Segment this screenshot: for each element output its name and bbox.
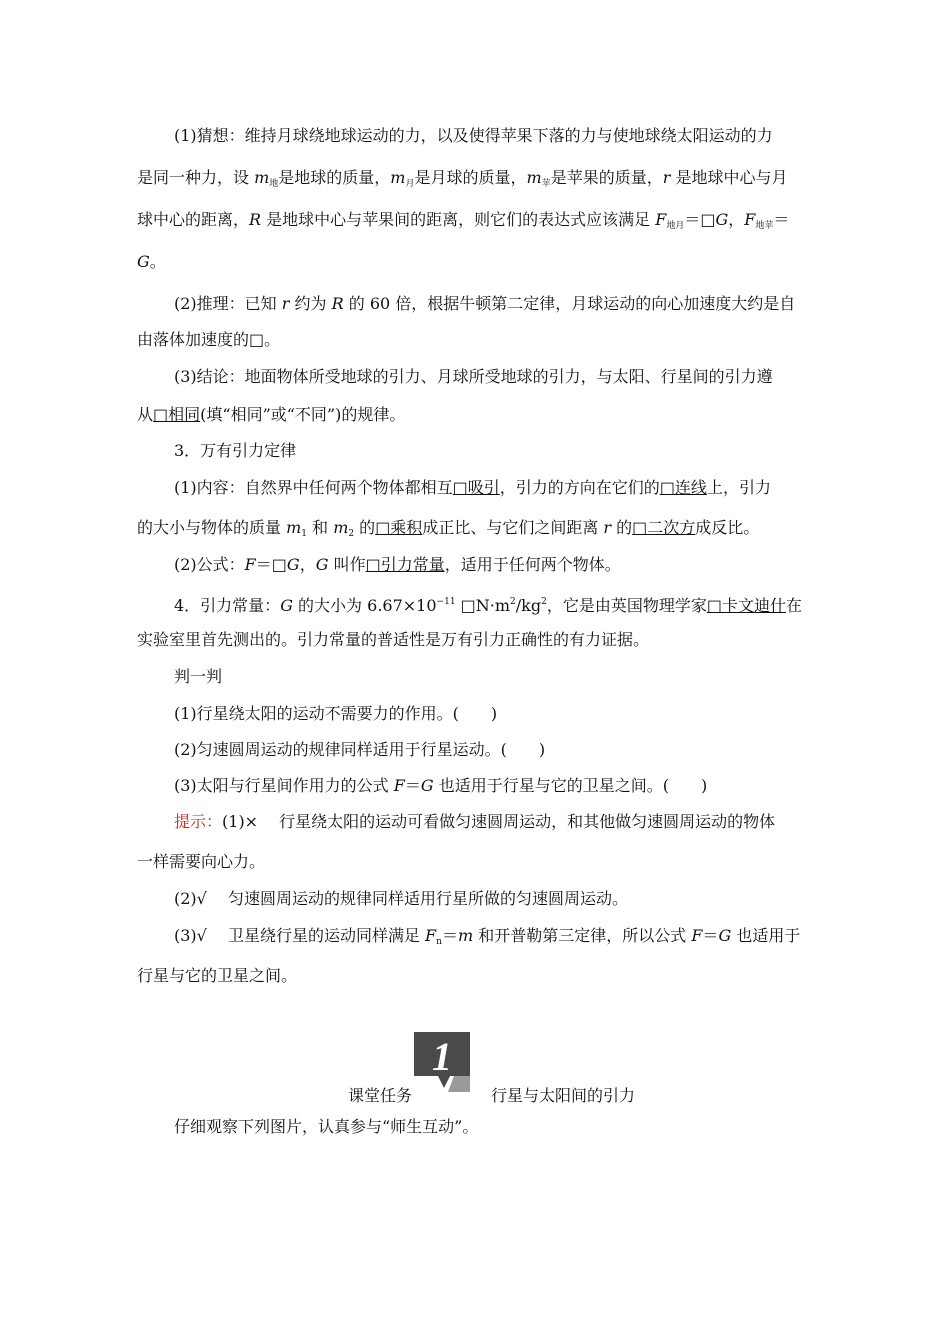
hint-line-5: 行星与它的卫星之间。 <box>137 966 298 985</box>
para-guess-line-1: (1)猜想：维持月球绕地球运动的力，以及使得苹果下落的力与使地球绕太阳运动的力 <box>174 126 773 145</box>
para-constant-line-2: 实验室里首先测出的。引力常量的普适性是万有引力正确性的有力证据。 <box>137 630 650 649</box>
observe-instruction: 仔细观察下列图片，认真参与“师生互动”。 <box>174 1117 479 1136</box>
para-content-line-1: (1)内容：自然界中任何两个物体都相互□吸引，引力的方向在它们的□连线上，引力 <box>174 478 771 497</box>
judge-item-2: (2)匀速圆周运动的规律同样适用于行星运动。( ) <box>174 740 546 759</box>
hint-line-4: (3)√ 卫星绕行星的运动同样满足 $F_n=m$ 和开普勒第三定律，所以公式 F＝G 也适用于 <box>174 926 801 947</box>
para-guess-line-3: 球中心的距离，R 是地球中心与苹果间的距离，则它们的表达式应该满足 $F_{地月}=□G$，$F_{地苹}=$ <box>137 210 790 231</box>
para-reason-line-2: 由落体加速度的□。 <box>137 330 281 349</box>
para-reason-line-1: (2)推理：已知 r 约为 R 的 60 倍，根据牛顿第二定律，月球运动的向心加速度大约是自 <box>174 294 796 313</box>
para-content-line-2: 的大小与物体的质量 $m_1$ 和 $m_2$ 的□乘积成正比、与它们之间距离 r 的□二次方成反比。 <box>137 518 760 539</box>
para-conclusion-line-2: 从□相同(填“相同”或“不同”)的规律。 <box>137 405 406 424</box>
para-conclusion-line-1: (3)结论：地面物体所受地球的引力、月球所受地球的引力，与太阳、行星间的引力遵 <box>174 367 773 386</box>
judge-item-1: (1)行星绕太阳的运动不需要力的作用。( ) <box>174 704 498 723</box>
para-constant-line-1: 4．引力常量：G 的大小为 $6.67\times 10^{-11}$ $□N\cdot m^2/kg^2$，它是由英国物理学家□卡文迪什在 <box>174 596 802 615</box>
judge-item-3: (3)太阳与行星间作用力的公式 F＝G 也适用于行星与它的卫星之间。( ) <box>174 776 708 795</box>
para-guess-line-2: 是同一种力，设 $m_地$是地球的质量，$m_月$是月球的质量，$m_苹$是苹果的质量，r 是地球中心与月 <box>137 168 788 189</box>
task-label-right: 行星与太阳间的引力 <box>491 1086 636 1105</box>
hint-label: 提示： <box>174 812 223 831</box>
hint-line-2: 一样需要向心力。 <box>137 852 266 871</box>
hint-line-3: (2)√ 匀速圆周运动的规律同样适用行星所做的匀速圆周运动。 <box>174 889 628 908</box>
task-label-left: 课堂任务 <box>348 1086 413 1105</box>
hint-line-1: 提示：(1)× 行星绕太阳的运动可看做匀速圆周运动，和其他做匀速圆周运动的物体 <box>174 812 776 831</box>
judge-heading: 判一判 <box>174 667 223 686</box>
badge-number: 1 <box>432 1034 452 1079</box>
para-guess-line-4: G。 <box>137 252 166 271</box>
section-3-heading: 3．万有引力定律 <box>174 441 297 460</box>
para-formula: (2)公式：F＝□G，G 叫作□引力常量，适用于任何两个物体。 <box>174 555 621 574</box>
task-number-badge <box>414 1032 470 1094</box>
